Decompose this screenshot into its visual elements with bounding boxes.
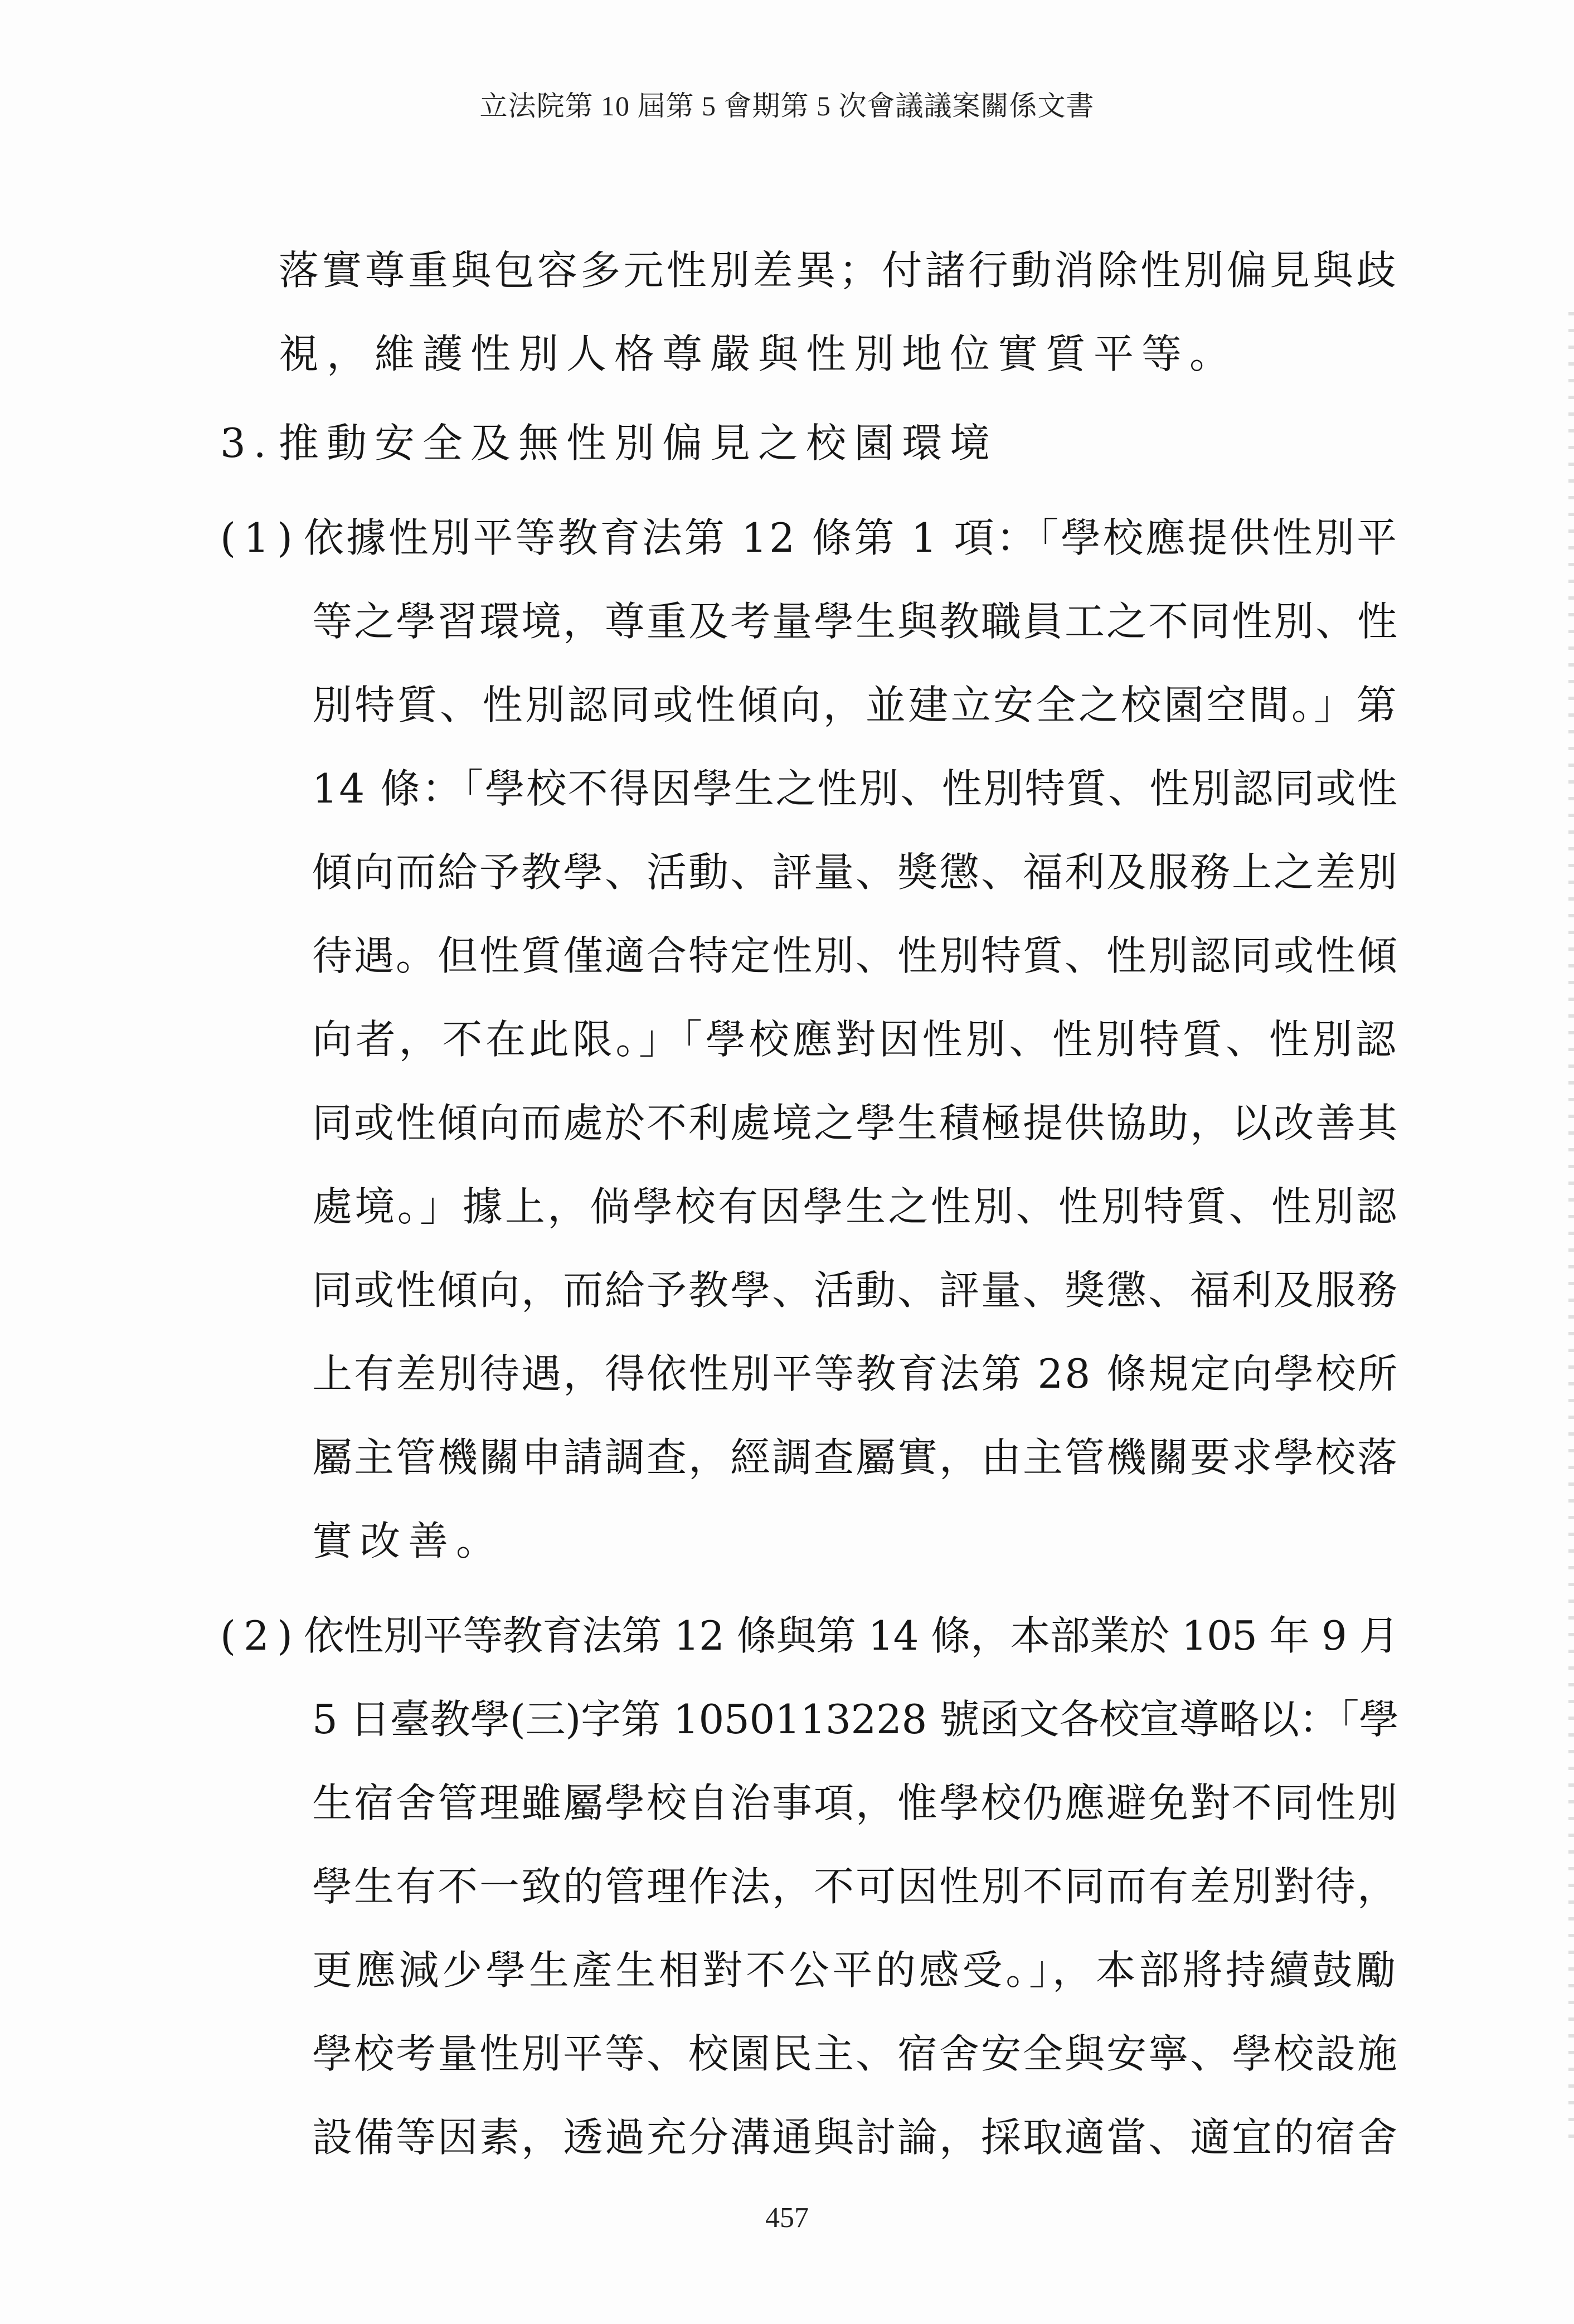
intro-line: 視，維護性別人格尊嚴與性別地位實質平等。 (279, 330, 1238, 377)
item-line: 14 條：「學校不得因學生之性別、性別特質、性別認同或性 (312, 765, 1399, 812)
item-marker: (1) (220, 514, 300, 561)
item-line: 上有差別待遇，得依性別平等教育法第 28 條規定向學校所 (312, 1350, 1400, 1397)
item-line: 學校考量性別平等、校園民主、宿舍安全與安寧、學校設施 (312, 2030, 1400, 2077)
item-marker: (2) (220, 1612, 300, 1659)
item-line: 向者，不在此限。」「學校應對因性別、性別特質、性別認 (312, 1016, 1400, 1063)
item-line: 學生有不一致的管理作法，不可因性別不同而有差別對待， (312, 1863, 1400, 1910)
item-line: 設備等因素，透過充分溝通與討論，採取適當、適宜的宿舍 (312, 2114, 1400, 2161)
section-marker: 3. (220, 420, 274, 466)
item-line: 待遇。但性質僅適合特定性別、性別特質、性別認同或性傾 (312, 932, 1400, 979)
item-line: 傾向而給予教學、活動、評量、獎懲、福利及服務上之差別 (312, 849, 1400, 896)
page-header: 立法院第 10 屆第 5 會期第 5 次會議議案關係文書 (479, 90, 1095, 121)
item-line: 生宿舍管理雖屬學校自治事項，惟學校仍應避免對不同性別 (312, 1780, 1400, 1826)
item-line: 實改善。 (312, 1518, 504, 1564)
section-heading: 推動安全及無性別偏見之校園環境 (279, 420, 998, 466)
item-line: 更應減少學生產生相對不公平的感受。」，本部將持續鼓勵 (312, 1947, 1400, 1994)
scan-edge-artifact (1568, 312, 1574, 2151)
item-line: 同或性傾向而處於不利處境之學生積極提供協助，以改善其 (312, 1100, 1400, 1146)
item-line: 同或性傾向，而給予教學、活動、評量、獎懲、福利及服務 (312, 1267, 1400, 1314)
item-line: 處境。」據上，倘學校有因學生之性別、性別特質、性別認 (312, 1183, 1400, 1230)
item-line: 依據性別平等教育法第 12 條第 1 項：「學校應提供性別平 (304, 514, 1399, 561)
item-line: 屬主管機關申請調查，經調查屬實，由主管機關要求學校落 (312, 1434, 1400, 1481)
item-line: 別特質、性別認同或性傾向，並建立安全之校園空間。」第 (312, 682, 1400, 728)
intro-line: 落實尊重與包容多元性別差異；付諸行動消除性別偏見與歧 (279, 247, 1400, 294)
page-number: 457 (765, 2202, 809, 2234)
item-line: 依性別平等教育法第 12 條與第 14 條，本部業於 105 年 9 月 (304, 1612, 1399, 1659)
item-line: 等之學習環境，尊重及考量學生與教職員工之不同性別、性 (312, 598, 1400, 645)
item-line: 5 日臺教學(三)字第 1050113228 號函文各校宣導略以：「學 (312, 1696, 1399, 1743)
